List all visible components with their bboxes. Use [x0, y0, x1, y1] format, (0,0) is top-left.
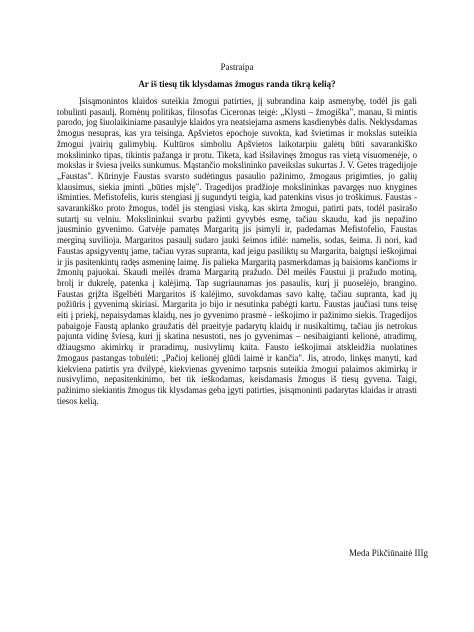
- document-type-heading: Pastraipa: [220, 62, 254, 72]
- author-signature: Meda Pikčiūnaitė IIIg: [349, 548, 428, 558]
- body-paragraph: Įsisąmonintos klaidos suteikia žmogui patirties, jį subrandina kaip asmenybę, todėl jis gali tobulinti pasaulį. Romėnų politikas, filosofas Ciceronas teigė: „Klysti – žmogiška", manau, ši mintis parodo, jog šiuolaikiniame pasaulyje klaidos yra neatsiejama asmens kasdienybės dalis. Neklysdamas žmogus nesupras, kas yra teisinga. Apšvietos epochoje suvokta, kad švietimas ir mokslas suteikia žmogui įvairių galimybių. Kultūros simboliu Apšvietos laikotarpiu galėtų būti savarankiško mokslininko tipas, tikintis pažanga ir protu. Tiketa, kad išsilavinęs žmogus ras vietą visuomenėje, o mokslas ir šviesa įveiks sunkumus. Mąstančio mokslininko paveikslas sukurtas J. V. Getes tragedijoje „Faustas". Kūrinyje Faustas svarsto sudėtingus pasaulio pažinimo, žmogaus prigimties, jo galių klausimus, siekia įminti „būties mįslę". Tragedijos pradžioje mokslininkas pavargęs nuo knygines išminties. Mefistofelis, kuris stengiasi jį sugundyti teigia, kad patenkins visus jo troškimus. Faustas - savarankiško proto žmogus, todėl jis stengiasi viską, kas skirta žmogui, patirti pats, todėl pasirašo sutartį su velniu. Mokslininkui svarbu pažinti gyvybės esmę, tačiau skaudu, kad jis nepažino jausminio gyvenimo. Gatvėje pamatęs Margaritą jis įsimyli ir, padedamas Mefistofelio, Faustas merginą suviliojа. Margaritos pasaulį sudaro jauki šeimos idilė: namelis, sodas, šeima. Ji nori, kad Faustas apsigyventų jame, tačiau vyras supranta, kad jeigu pasiliktų su Margarita, baigtųsi ieškojimai ir jis pasitenkintų radęs asmeninę laimę. Jis palieka Margaritą pasmerkdamas ją baisioms kančioms ir žmonių pajuokai. Skaudi meilės drama Margaritą pražudo. Dėl meilės Faustui ji pražudo motiną, brolį ir dukrelę, patenka į kalėjimą. Tap sugriaunamas jos pasaulis, kurį ji puoselėjo, brangino. Faustas grįžta išgelbėti Margaritos iš kalėjimo, suvokdamas savo kaltę, tačiau supranta, kad jų požiūris į gyvenimą skiriasi. Margarita jo bijo ir nesutinka pabėgti kartu. Faustas jaučiasi tuns teisę eiti į priekį, nepaisydamas klaidų, nes jo gyvenimo prasmė - ieškojimo ir pažinimo siekis. Tragedijos pabaigoje Faustą aplanko graužatis dėl praeityje padarytų klaidų ir nusikaltimų, tačiau jis netrokus pajunta vidinę šviesą, kuri jį skatina nesustoti, nes jo gyvenimas – nesibaigianti kelionė, atradimų, džiaugsmo akimirkų ir praradimų, nusivylimų kaita. Fausto ieškojimai atskleidžia nuolatines žmogaus pastangas tobulėti: „Pačioj kelionėj glūdi laimė ir kančia". Jis, atrodo, linkęs manyti, kad kiekviena patirtis yra dvilypė, kiekvienas gyvenimo tarpsnis suteikia žmogui palaimos akimirkų ir nusivylimo, nepasitenkinimo, bet tik ieškodamas, keisdamasis žmogus iš tiesų gyvena. Taigi, pažinimo siekiantis žmogus tik klysdamas geba įgyti patirties, įsisąmoninti padarytas klaidas ir atrasti tiesos kelią.: [57, 96, 417, 406]
- document-title: Ar iš tiesų tik klysdamas žmogus randa tikrą kelią?: [138, 79, 336, 89]
